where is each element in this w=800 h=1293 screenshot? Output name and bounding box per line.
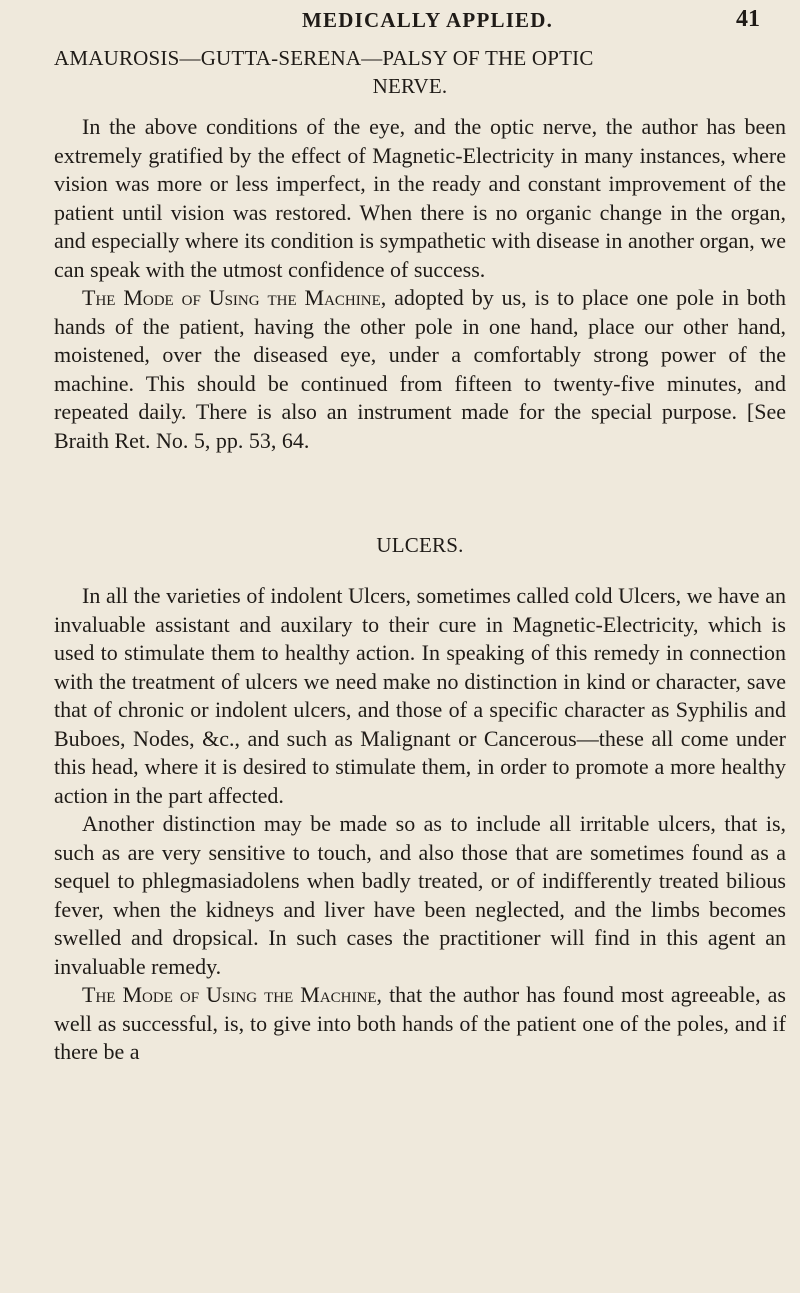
paragraph-ulcers-1: In all the varieties of indolent Ulcers, sometimes called cold Ulcers, we have an invaluable assistant and auxilary to their cure in Magnetic-Electricity, which is used to stimulate them to healthy action. In speaking of this remedy in connection with the treatment of ulcers we need make no distinction in kind or character, save that of chronic or indolent ulcers, and those of a specific character as Syphilis and Buboes, Nodes, &c., and such as Malignant or Cancerous—these all come under this head, where it is desired to stimulate them, in order to promote a more healthy action in the part affected.	[54, 583, 786, 808]
running-title: MEDICALLY APPLIED.	[302, 8, 554, 32]
section-title-line-2: NERVE.	[372, 74, 448, 98]
section-title-line-1: AMAUROSIS—GUTTA-SERENA—PALSY OF THE OPTIC	[54, 46, 594, 70]
mode-of-using-lead: The Mode of Using the Machine,	[82, 982, 383, 1007]
running-head	[54, 4, 786, 44]
section-ulcers	[54, 531, 786, 1067]
paragraph-amaurosis-2	[54, 284, 786, 455]
spacer	[54, 100, 786, 113]
spacer	[54, 455, 786, 531]
mode-of-using-text: that the author has found most agreeable, as well as successful, is, to give into both hands of the patient one of the poles, and if there be a	[54, 982, 786, 1064]
mode-of-using-text: adopted by us, is to place one pole in both hands of the patient, having the other pole in one hand, place our other hand, moistened, over the diseased eye, under a comfortably strong power of the machine. This should be continued from fifteen to twenty-five minutes, and repeated daily. There is also an instrument made for the special purpose. [See Braith Ret. No. 5, pp. 53, 64.	[54, 285, 786, 453]
mode-of-using-lead: The Mode of Using the Machine,	[82, 285, 387, 310]
section-amaurosis	[54, 44, 786, 455]
paragraph-amaurosis-1: In the above conditions of the eye, and the optic nerve, the author has been extremely gratified by the effect of Magnetic-Electricity in many instances, where vision was more or less imperfect, in the ready and constant improvement of the patient until vision was restored. When there is no organic change in the organ, and especially where its condition is sympathetic with disease in another organ, we can speak with the utmost confidence of success.	[54, 114, 786, 282]
page-number: 41	[736, 6, 760, 32]
paragraph-ulcers-2: Another distinction may be made so as to include all irritable ulcers, that is, such as are very sensitive to touch, and also those that are sometimes found as a sequel to phlegmasiadolens when badly treated, or of indifferently treated bilious fever, when the kidneys and liver have been neglected, and the limbs becomes swelled and dropsical. In such cases the practitioner will find in this agent an invaluable remedy.	[54, 811, 786, 979]
section-title-ulcers: ULCERS.	[376, 533, 464, 557]
paragraph-ulcers-3	[54, 981, 786, 1067]
spacer	[54, 559, 786, 582]
section-title-amaurosis	[54, 44, 786, 100]
